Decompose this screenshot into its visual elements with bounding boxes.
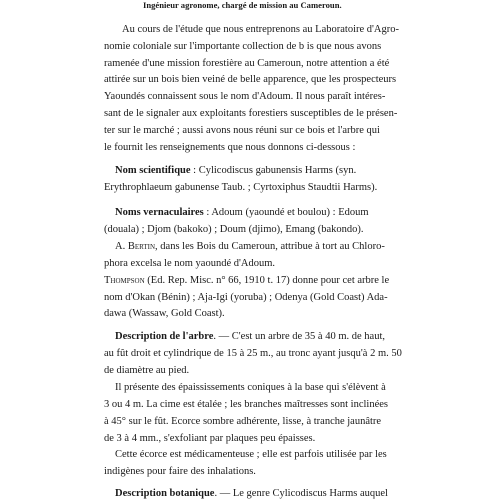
scientific-heading: Nom scientifique [115, 165, 191, 176]
thompson-line [104, 274, 389, 287]
tree-line: Il présente des épaississements coniques à la base qui s'élèvent à [115, 382, 386, 393]
scientific-text: : Cylicodiscus gabunensis Harms (syn. [190, 165, 357, 176]
thompson-author: Thompson [104, 275, 145, 286]
vernacular-line: phora excelsa le nom yaoundé d'Adoum. [104, 258, 276, 269]
intro-line: Yaoundés connaissent sous le nom d'Adoum. Il nous paraît intéres- [104, 91, 386, 102]
tree-line: à 45° sur le fût. Ecorce sombre adhérente, lisse, à tranche jaunâtre [104, 416, 382, 427]
bertin-author: Bertin [127, 241, 156, 252]
intro-line: nomie coloniale sur l'importante collection de b is que nous avons [104, 41, 382, 52]
bertin-line [115, 240, 385, 253]
tree-line: au fût droit et cylindrique de 15 à 25 m., au tronc ayant jusqu'à 2 m. 50 [104, 348, 402, 359]
scientific-synonyms: Erythrophlaeum gabunense Taub. ; Cyrtoxiphus Staudtii Harms). [104, 182, 378, 193]
botanical-text: . — Le genre Cylicodiscus Harms auquel [214, 488, 388, 499]
vernacular-line: (douala) ; Djom (bakoko) ; Doum (djimo), Emang (bakondo). [104, 224, 364, 235]
bertin-prefix: A. [115, 241, 128, 252]
intro-line: attirée sur un bois bien veiné de belle apparence, que les prospecteurs [104, 74, 397, 85]
scientific-name-line [115, 164, 356, 177]
tree-line: 3 ou 4 m. La cime est étalée ; les branches maîtresses sont inclinées [104, 399, 388, 410]
vernacular-line: nom d'Okan (Bénin) ; Aja-Igi (yoruba) ; Odenya (Gold Coast) Ada- [104, 292, 388, 303]
tree-text: . — C'est un arbre de 35 à 40 m. de haut, [213, 331, 385, 342]
tree-description-line [115, 330, 385, 343]
intro-line: ter sur le marché ; aussi avons nous réuni sur ce bois et l'arbre qui [104, 125, 380, 136]
intro-line: ramenée d'une mission forestière au Cameroun, notre attention a été [104, 58, 390, 69]
botanical-description-line [115, 487, 388, 500]
tree-line: indigènes pour faire des inhalations. [104, 466, 256, 477]
tree-heading: Description de l'arbre [115, 331, 214, 342]
vernacular-line: dawa (Wassaw, Gold Coast). [104, 308, 225, 319]
intro-line: le fournit les renseignements que nous donnons ci-dessous : [104, 142, 356, 153]
vernacular-text: : Adoum (yaoundé et boulou) : Edoum [203, 207, 369, 218]
tree-line: de 3 à 4 mm., s'exfoliant par plaques peu épaisses. [104, 433, 316, 444]
botanical-heading: Description botanique [115, 488, 215, 499]
author-subtitle: Ingénieur agronome, chargé de mission au Cameroun. [143, 0, 342, 10]
tree-line: Cette écorce est médicamenteuse ; elle est parfois utilisée par les [115, 449, 387, 460]
vernacular-heading: Noms vernaculaires [115, 207, 204, 218]
intro-line: Au cours de l'étude que nous entreprenons au Laboratoire d'Agro- [122, 24, 399, 35]
tree-line: de diamètre au pied. [104, 365, 190, 376]
bertin-text: , dans les Bois du Cameroun, attribue à tort au Chloro- [155, 241, 385, 252]
thompson-text: (Ed. Rep. Misc. n° 66, 1910 t. 17) donne pour cet arbre le [144, 275, 390, 286]
vernacular-line [115, 206, 369, 219]
intro-line: sant de le signaler aux exploitants forestiers susceptibles de le présen- [104, 108, 398, 119]
